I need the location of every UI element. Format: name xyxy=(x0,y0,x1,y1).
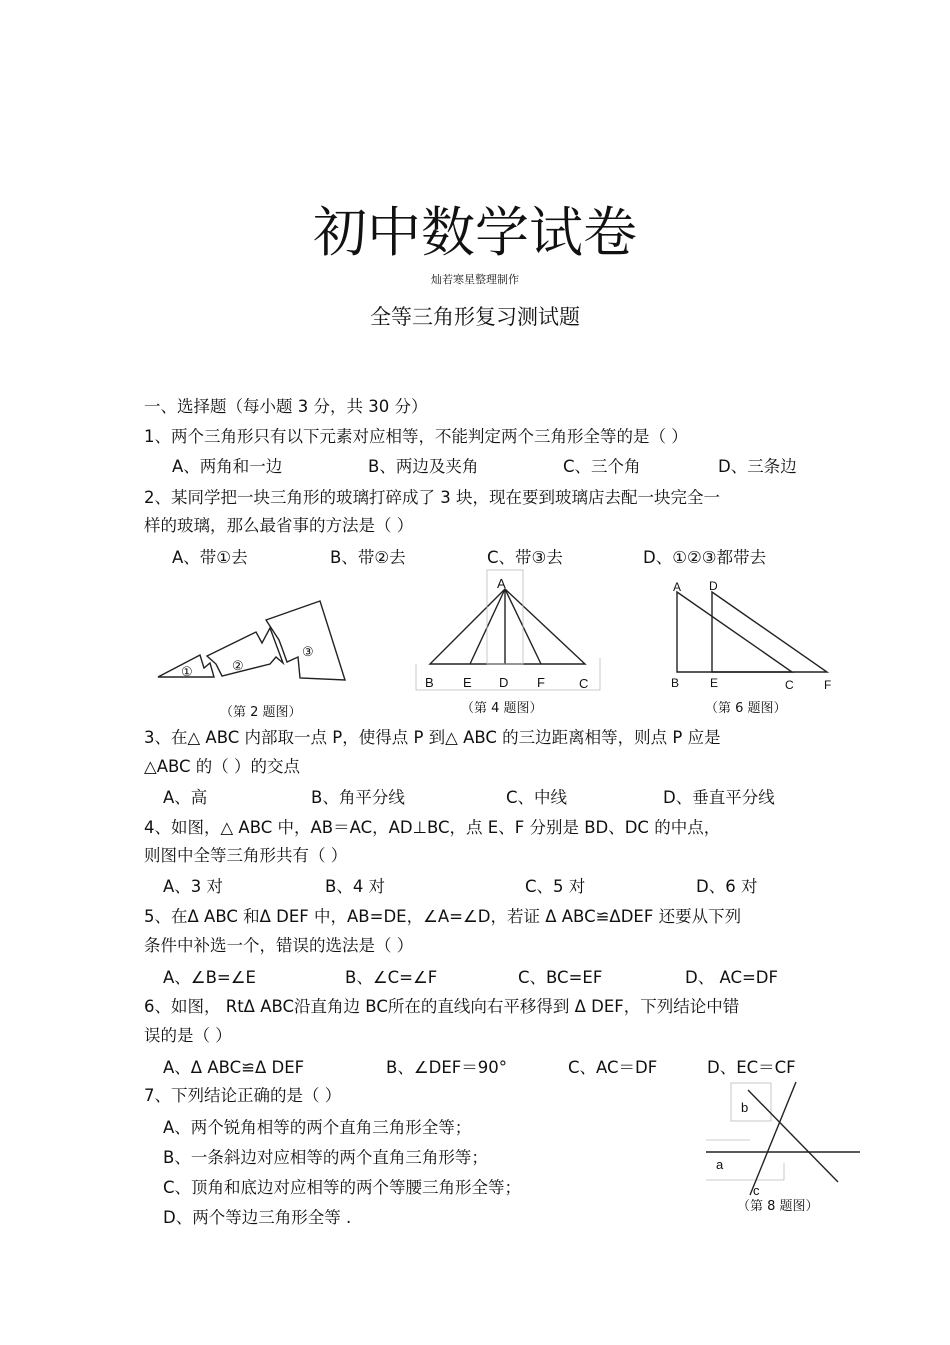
figure-4-isosceles-triangle xyxy=(430,589,585,664)
page-subtitle: 灿若寒星整理制作 xyxy=(431,273,519,286)
figure-8-three-lines xyxy=(706,1082,860,1195)
q3-stem-line1: 3、在△ ABC 内部取一点 P，使得点 P 到△ ABC 的三边距离相等，则点 P 应是 xyxy=(144,728,721,747)
q3-option-b: B、角平分线 xyxy=(311,788,405,807)
fig4-label-d: D xyxy=(499,675,509,690)
q2-option-d: D、①②③都带去 xyxy=(643,548,767,567)
q3-option-c: C、中线 xyxy=(506,788,568,807)
q7-option-a: A、两个锐角相等的两个直角三角形全等； xyxy=(163,1118,472,1137)
glass-piece-3 xyxy=(266,601,345,680)
q7-option-b: B、一条斜边对应相等的两个直角三角形等； xyxy=(163,1148,488,1167)
q5-option-c: C、BC=EF xyxy=(518,968,603,987)
figure-2-caption: （第 2 题图） xyxy=(220,705,302,720)
page-title: 初中数学试卷 xyxy=(313,201,637,264)
q4-option-c: C、5 对 xyxy=(525,877,586,896)
q4-option-a: A、3 对 xyxy=(163,877,224,896)
fig8-label-c: c xyxy=(753,1183,760,1198)
q2-option-b: B、带②去 xyxy=(330,548,406,567)
fig4-label-f: F xyxy=(537,675,545,690)
q6-stem-line2: 误的是（ ） xyxy=(144,1026,232,1045)
glass-piece-2 xyxy=(207,628,283,676)
q2-stem-line1: 2、某同学把一块三角形的玻璃打碎成了 3 块，现在要到玻璃店去配一块完全一 xyxy=(144,488,720,507)
fig6-label-f: F xyxy=(824,678,832,692)
q7-option-d: D、两个等边三角形全等 . xyxy=(163,1208,352,1227)
figure-8-caption: （第 8 题图） xyxy=(737,1199,819,1214)
glass-piece-2-label: ② xyxy=(232,658,244,673)
q1-option-b: B、两边及夹角 xyxy=(368,457,479,476)
q3-option-d: D、垂直平分线 xyxy=(663,788,775,807)
q5-option-b: B、∠C=∠F xyxy=(345,968,438,987)
q6-option-b: B、∠DEF＝90° xyxy=(386,1058,507,1077)
q4-stem-line2: 则图中全等三角形共有（ ） xyxy=(144,846,348,865)
q7-option-c: C、顶角和底边对应相等的两个等腰三角形全等； xyxy=(163,1178,522,1197)
q3-option-a: A、高 xyxy=(163,788,208,807)
q5-stem-line1: 5、在Δ ABC 和Δ DEF 中，AB=DE，∠A=∠D，若证 Δ ABC≌ΔDEF 还要从下列 xyxy=(144,907,742,926)
q5-option-a: A、∠B=∠E xyxy=(163,968,256,987)
fig4-label-b: B xyxy=(425,675,434,690)
q2-option-a: A、带①去 xyxy=(172,548,248,567)
fig6-label-a: A xyxy=(673,580,682,594)
glass-piece-3-label: ③ xyxy=(302,644,314,659)
q6-option-d: D、EC＝CF xyxy=(707,1058,796,1077)
q2-stem-line2: 样的玻璃，那么最省事的方法是（ ） xyxy=(144,516,414,535)
q1-option-c: C、三个角 xyxy=(563,457,641,476)
q6-option-a: A、Δ ABC≌Δ DEF xyxy=(163,1058,305,1077)
fig8-label-b: b xyxy=(741,1100,749,1115)
figure-6-translated-triangles xyxy=(677,592,827,672)
fig4-label-a: A xyxy=(497,576,506,591)
q1-option-a: A、两角和一边 xyxy=(172,457,283,476)
q1-stem: 1、两个三角形只有以下元素对应相等，不能判定两个三角形全等的是（ ） xyxy=(144,427,688,446)
q2-option-c: C、带③去 xyxy=(487,548,563,567)
q5-option-d: D、 AC=DF xyxy=(685,968,778,987)
fig6-label-b: B xyxy=(671,676,680,690)
fig6-label-c: C xyxy=(785,678,794,692)
figure-4-caption: （第 4 题图） xyxy=(461,701,543,716)
fig6-label-e: E xyxy=(710,676,719,690)
q6-option-c: C、AC＝DF xyxy=(568,1058,658,1077)
glass-piece-1-label: ① xyxy=(181,664,193,679)
q4-option-b: B、4 对 xyxy=(325,877,386,896)
q7-stem: 7、下列结论正确的是（ ） xyxy=(144,1086,342,1105)
fig6-label-d: D xyxy=(709,579,718,593)
q4-stem-line1: 4、如图，△ ABC 中，AB＝AC，AD⊥BC，点 E、F 分别是 BD、DC 的中点， xyxy=(144,818,721,837)
fig4-label-e: E xyxy=(463,675,472,690)
fig8-label-a: a xyxy=(716,1157,724,1172)
q6-stem-line1: 6、如图， RtΔ ABC沿直角边 BC所在的直线向右平移得到 Δ DEF，下列结论中错 xyxy=(144,997,740,1016)
test-heading: 全等三角形复习测试题 xyxy=(370,305,580,329)
figure-6-caption: （第 6 题图） xyxy=(705,701,787,716)
q5-stem-line2: 条件中补选一个，错误的选法是（ ） xyxy=(144,936,414,955)
q1-option-d: D、三条边 xyxy=(718,457,797,476)
q3-stem-line2: △ABC 的（ ）的交点 xyxy=(144,757,301,776)
fig4-label-c: C xyxy=(579,676,589,691)
q4-option-d: D、6 对 xyxy=(696,877,758,896)
section-label: 一、选择题（每小题 3 分，共 30 分） xyxy=(144,397,428,416)
